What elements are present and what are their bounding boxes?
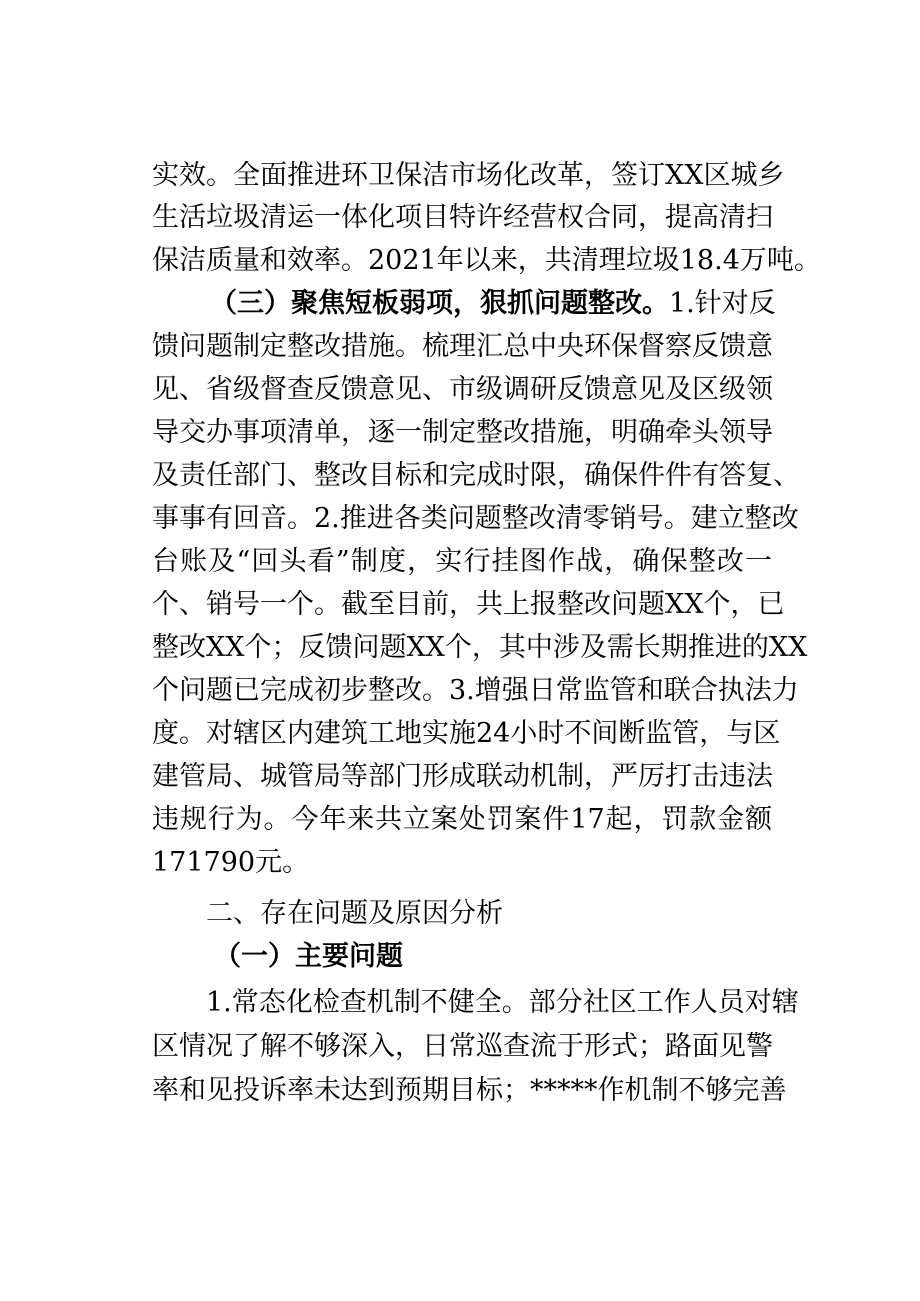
paragraph-line: 整改XX个；反馈问题XX个，其中涉及需长期推进的XX	[152, 632, 808, 663]
paragraph-line: 171790元。	[152, 847, 310, 878]
paragraph-line: 导交办事项清单，逐一制定整改措施，明确牵头领导	[152, 417, 773, 448]
paragraph-line: 个、销号一个。截至目前，共上报整改问题XX个，已	[152, 589, 785, 620]
paragraph-line: 违规行为。今年来共立案处罚案件17起，罚款金额	[152, 804, 772, 835]
paragraph-text: 1.针对反	[669, 288, 776, 319]
paragraph-line: 率和见投诉率未达到预期目标；*****作机制不够完善	[152, 1075, 787, 1106]
paragraph-line: 见、省级督查反馈意见、市级调研反馈意见及区级领	[152, 374, 773, 405]
paragraph-line: 生活垃圾清运一体化项目特许经营权合同，提高清扫	[152, 202, 773, 233]
paragraph-line: 区情况了解不够深入，日常巡查流于形式；路面见警	[152, 1031, 773, 1062]
paragraph-line: 个问题已完成初步整改。3.增强日常监管和联合执法力	[152, 675, 799, 706]
section-heading: 二、存在问题及原因分析	[206, 898, 503, 929]
paragraph-line: 建管局、城管局等部门形成联动机制，严厉打击违法	[152, 761, 773, 792]
paragraph-line: 馈问题制定整改措施。梳理汇总中央环保督察反馈意	[152, 331, 773, 362]
paragraph-line: 1.常态化检查机制不健全。部分社区工作人员对辖	[206, 987, 799, 1018]
paragraph-line-with-heading	[210, 284, 776, 324]
subsection-heading-inline: （三）聚焦短板弱项，狠抓问题整改。	[210, 288, 669, 319]
paragraph-line: 保洁质量和效率。2021年以来，共清理垃圾18.4万吨。	[152, 245, 821, 276]
paragraph-line: 及责任部门、整改目标和完成时限，确保件件有答复、	[152, 460, 800, 491]
paragraph-line: 事事有回音。2.推进各类问题整改清零销号。建立整改	[152, 503, 799, 534]
subsection-heading: （一）主要问题	[214, 941, 403, 972]
paragraph-line: 台账及“回头看”制度，实行挂图作战，确保整改一	[152, 546, 772, 577]
paragraph-line: 实效。全面推进环卫保洁市场化改革，签订XX区城乡	[152, 160, 785, 191]
paragraph-line: 度。对辖区内建筑工地实施24小时不间断监管，与区	[152, 718, 781, 749]
